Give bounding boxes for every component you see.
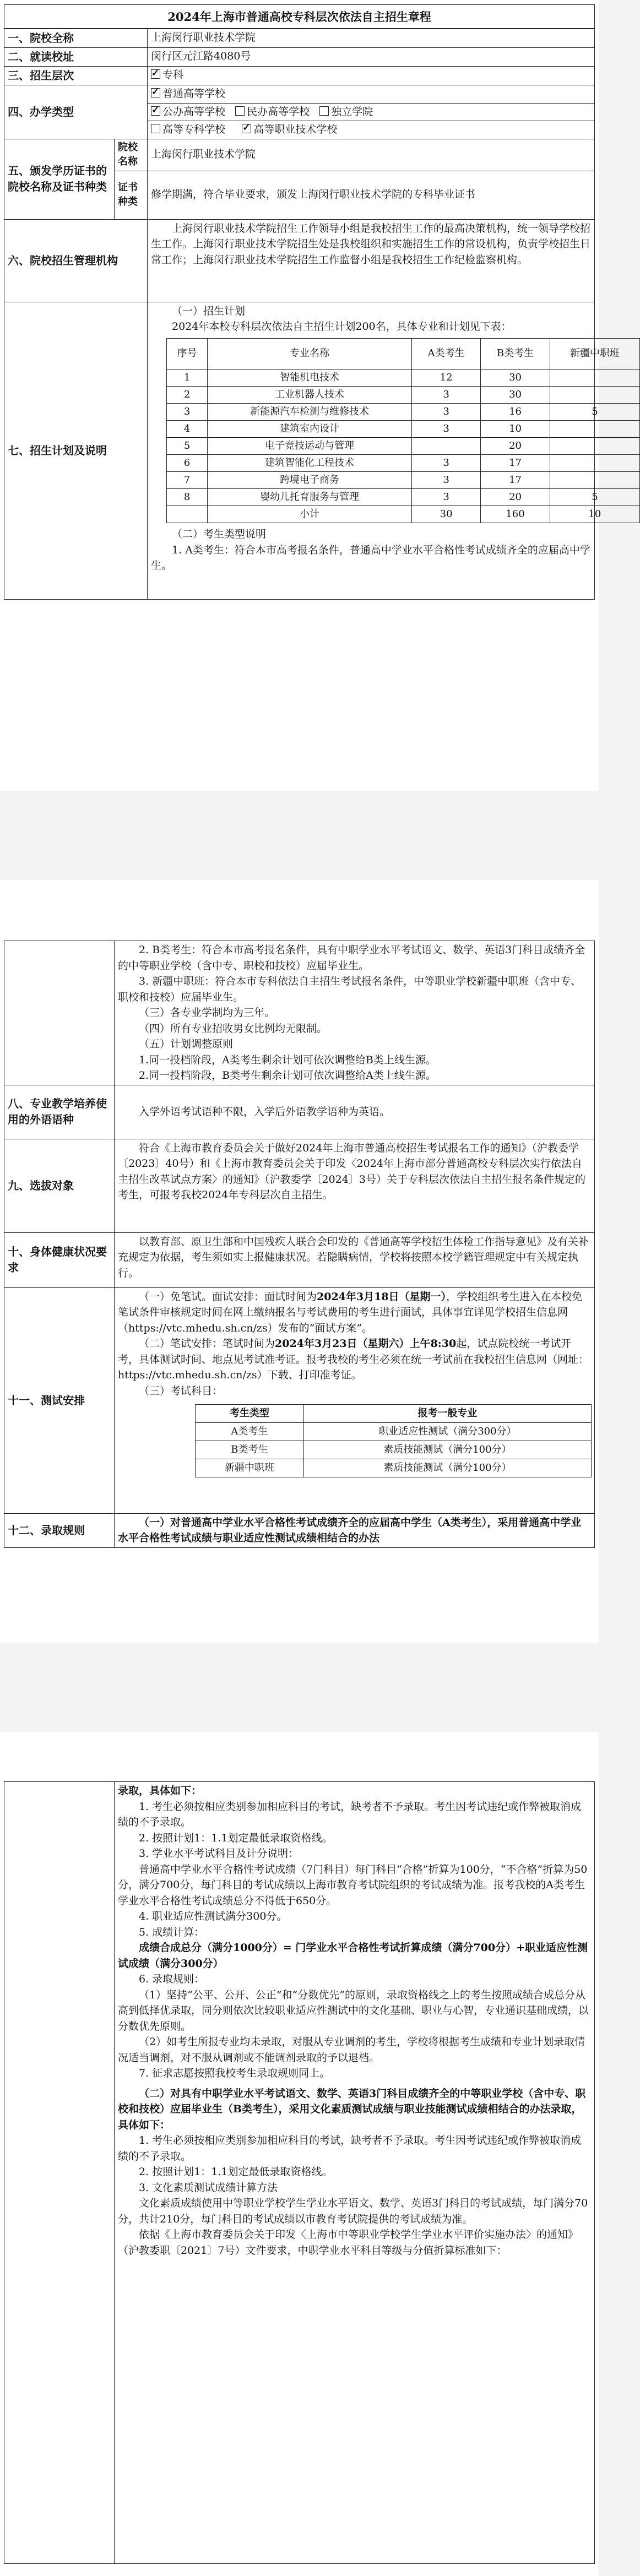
table-cell: 3	[411, 403, 480, 420]
paragraph: （1）坚持“公平、公开、公正”和“分数优先”的原则，录取资格线之上的考生按照成绩合成总分从高到低择优录取，同分则依次比较职业适应性测试中的文化基础、职业与心智，专业通识基础成绩，以分数优先原则。	[118, 1988, 589, 2032]
table-cell: 20	[481, 438, 550, 455]
school-type-option: 民办高等学校	[247, 105, 310, 118]
document-page-2	[0, 880, 599, 1643]
column-header: B类考生	[481, 338, 550, 369]
paragraph: 7. 征求志愿按照我校考生录取规则同上。	[139, 2067, 330, 2079]
table-row	[167, 403, 640, 420]
table-cell: 职业适应性测试（满分300分）	[303, 1423, 591, 1441]
table-cell: 新能源汽车检测与维修技术	[208, 403, 412, 420]
table-cell: 素质技能测试（满分100分）	[303, 1441, 591, 1459]
row-label: 七、招生计划及说明	[4, 302, 148, 599]
table-cell: 10	[550, 506, 639, 523]
admission-charter-table-cont2	[4, 1781, 595, 2564]
paragraph: 2024年本校专科层次依法自主招生计划200名，具体专业和计划见下表：	[172, 320, 512, 333]
checkbox-icon	[319, 106, 329, 116]
paragraph: 以教育部、原卫生部和中国残疾人联合会印发的《普通高等学校招生体检工作指导意见》及有关补充规定为依据，考生须如实上报健康状况。若隐瞒病情，学校将按照本校学籍管理规定中有关规定执行。	[118, 1235, 589, 1279]
enrollment-plan-table	[166, 338, 640, 524]
row-label: 四、办学类型	[4, 85, 148, 139]
table-cell: 3	[411, 489, 480, 506]
school-type-option: 独立学院	[331, 105, 373, 118]
paragraph: 3. 文化素质测试成绩计算方法	[139, 2181, 278, 2194]
table-cell: 3	[411, 472, 480, 489]
table-cell: 电子竞技运动与管理	[208, 438, 412, 455]
formula: 成绩合成总分（满分1000分）= 门学业水平合格性考试折算成绩（满分700分）+职业适应性测试成绩（满分300分）	[118, 1942, 588, 1970]
paragraph: 3. 新疆中职班：符合本市专科依法自主招生考试报名条件，中等职业学校新疆中职班（含中专、职校和技校）应届毕业生。	[118, 975, 582, 1003]
paragraph: （2）如考生所报专业均未录取，对服从专业调剂的考生，学校将根据考生成绩和专业计划录取情况适当调剂，对不服从调剂或不能调剂录取的予以退档。	[118, 2036, 585, 2064]
paragraph: 上海闵行职业技术学院招生工作领导小组是我校招生工作的最高决策机构，统一领导学校招生工作。上海闵行职业技术学院招生处是我校组织和实施招生工作的常设机构，负责学校招生日常工作；上海闵行职业技术学院招生工作监督小组是我校招生工作纪检监察机构。	[151, 222, 591, 266]
table-cell: 素质技能测试（满分100分）	[303, 1459, 591, 1477]
paragraph: 普通高中学业水平合格性考试成绩（7门科目）每门科目“合格”折算为100分，“不合格”折算为50分，满分700分，每门科目的考试成绩以上海市教育考试院组织的考试成绩为准。报考我校的A类考生学业水平合格性考试成绩总分不得低于650分。	[118, 1863, 588, 1907]
date-emphasis: 2024年3月23日（星期六）上午8:30	[275, 1338, 457, 1350]
paragraph: 3. 学业水平考试科目及计分说明：	[139, 1847, 299, 1860]
table-cell: 3	[411, 455, 480, 472]
paragraph: 1. 考生必须按相应类别参加相应科目的考试，缺考者不予录取。考生因考试违纪或作弊被取消成绩的不予录取。	[118, 1800, 582, 1828]
table-cell: 6	[167, 455, 208, 472]
admission-charter-table-cont	[4, 941, 595, 1548]
checked-checkbox-icon	[151, 69, 160, 79]
table-cell: 160	[481, 506, 550, 523]
checked-checkbox-icon	[151, 88, 160, 97]
column-header: 新疆中职班	[550, 338, 639, 369]
school-type-cell	[148, 85, 595, 139]
checked-checkbox-icon	[151, 106, 160, 116]
table-cell: 跨境电子商务	[208, 472, 412, 489]
school-type-option: 高等专科学校	[162, 123, 226, 136]
table-row	[196, 1423, 592, 1441]
table-cell: 30	[481, 386, 550, 403]
table-cell: 4	[167, 420, 208, 437]
table-cell: 3	[411, 386, 480, 403]
school-type-option: 普通高等学校	[162, 88, 226, 100]
table-cell: 17	[481, 472, 550, 489]
paragraph: （二）考生类型说明	[172, 528, 267, 541]
table-cell: A类考生	[196, 1423, 304, 1441]
paragraph: （一）对普通高中学业水平合格性考试成绩齐全的应届高中学生（A类考生），采用普通高中学业水平合格性考试成绩与职业适应性测试成绩相结合的办法	[118, 1516, 582, 1544]
text-span: （一）免笔试。面试安排：面试时间为	[139, 1290, 317, 1303]
paragraph: 5. 成绩计算：	[139, 1926, 205, 1938]
column-header: 考生类型	[196, 1405, 304, 1423]
exam-subjects-table	[195, 1404, 592, 1477]
paragraph: （四）所有专业招收男女比例均无限制。	[139, 1022, 328, 1035]
table-cell	[167, 506, 208, 523]
table-cell	[411, 438, 480, 455]
table-cell: 建筑智能化工程技术	[208, 455, 412, 472]
table-row	[167, 506, 640, 523]
school-type-option: 公办高等学校	[162, 105, 226, 118]
paragraph: 文化素质成绩使用中等职业学校学生学业水平语文、数学、英语3门科目的考试成绩，每门满分70分，共计210分，每门科目的考试成绩以市教育考试院提供的考试成绩为准。	[118, 2197, 588, 2225]
row-label: 二、就读校址	[4, 48, 148, 67]
paragraph: 2. B类考生：符合本市高考报名条件，具有中职学业水平考试语文、数学、英语3门科目成绩齐全的中等职业学校（含中专、职校和技校）应届毕业生。	[118, 944, 585, 972]
table-cell: 2	[167, 386, 208, 403]
table-row	[167, 489, 640, 506]
row-label: 九、选拔对象	[4, 1139, 115, 1232]
table-cell: 16	[481, 403, 550, 420]
table-row	[167, 472, 640, 489]
table-cell	[550, 455, 639, 472]
row-value: 上海闵行职业技术学院	[148, 139, 595, 171]
table-cell: 7	[167, 472, 208, 489]
row-value: 修学期满，符合毕业要求，颁发上海闵行职业技术学院的专科毕业证书	[148, 171, 595, 219]
document-page-3	[0, 1732, 599, 2576]
text-span: 起，试点院校统一考试开考，具体测试时间、地点见考试准考证。报考我校的考生必须在统一考试前在我校招生信息网（网址：https://vtc.mhedu.sh.cn/zs）下载、打印准考证。	[118, 1338, 589, 1381]
table-cell: 建筑室内设计	[208, 420, 412, 437]
table-cell	[550, 420, 639, 437]
paragraph: 2. 按照计划1：1.1划定最低录取资格线。	[139, 1832, 333, 1844]
admission-charter-table	[4, 29, 620, 600]
table-cell: 5	[550, 403, 639, 420]
paragraph: 录取，具体如下：	[118, 1785, 202, 1797]
table-cell: 30	[481, 369, 550, 386]
section-heading: （二）对具有中职学业水平考试语文、数学、英语3门科目成绩齐全的中等职业学校（含中专、职校和技校）应届毕业生（B类考生），采用文化素质测试成绩与职业技能测试成绩相结合的办法录取，具体如下：	[118, 2087, 586, 2131]
sub-label: 院校名称	[115, 139, 148, 171]
checked-checkbox-icon	[242, 124, 251, 133]
table-cell	[550, 386, 639, 403]
table-cell: 8	[167, 489, 208, 506]
table-cell: 10	[481, 420, 550, 437]
row-label: 十、身体健康状况要求	[4, 1232, 115, 1287]
table-cell	[550, 472, 639, 489]
table-row	[167, 438, 640, 455]
row-value: 闵行区元江路4080号	[148, 48, 595, 67]
checkbox-icon	[151, 124, 160, 133]
text-span: ，学校组织考生进入在本校免笔试条件审核规定时间在网上缴纳报名与考试费用的考生进行面试，具体事宜详见学校招生信息网（https://vtc.mhedu.sh.cn/zs）发布的“面试方案”。	[118, 1290, 583, 1334]
date-emphasis: 2024年3月18日（星期一）	[317, 1290, 447, 1303]
table-row	[167, 386, 640, 403]
table-cell: 1	[167, 369, 208, 386]
paragraph: 1. A类考生：符合本市高考报名条件，普通高中学业水平合格性考试成绩齐全的应届高中学生。	[151, 544, 590, 572]
paragraph: （三）考试科目：	[139, 1384, 223, 1397]
row-label: 五、颁发学历证书的院校名称及证书种类	[4, 139, 115, 219]
row-value: 上海闵行职业技术学院	[148, 29, 595, 48]
table-cell: 20	[481, 489, 550, 506]
table-cell: 小计	[208, 506, 412, 523]
paragraph: 4. 职业适应性测试满分300分。	[139, 1910, 288, 1922]
table-cell: 新疆中职班	[196, 1459, 304, 1477]
paragraph: 2. 按照计划1：1.1划定最低录取资格线。	[139, 2166, 333, 2178]
table-cell: 智能机电技术	[208, 369, 412, 386]
paragraph: （一）招生计划	[172, 305, 246, 317]
document-title: 2024年上海市普通高校专科层次依法自主招生章程	[4, 4, 595, 29]
row-label: 十二、录取规则	[4, 1513, 115, 1547]
paragraph: （三）各专业学制均为三年。	[139, 1007, 275, 1019]
row-value	[148, 67, 595, 85]
table-row	[167, 420, 640, 437]
document-page-1	[0, 0, 620, 791]
paragraph: 6. 录取规则：	[139, 1973, 205, 1985]
text-span: （二）笔试安排：笔试时间为	[139, 1338, 275, 1350]
table-cell: 5	[550, 489, 639, 506]
table-cell	[550, 369, 639, 386]
column-header: A类考生	[411, 338, 480, 369]
row-label: 八、专业教学培养使用的外语语种	[4, 1085, 115, 1139]
table-row	[196, 1459, 592, 1477]
row-label: 十一、测试安排	[4, 1287, 115, 1513]
table-cell: 12	[411, 369, 480, 386]
table-cell: B类考生	[196, 1441, 304, 1459]
table-cell: 5	[167, 438, 208, 455]
paragraph: 1. 考生必须按相应类别参加相应科目的考试，缺考者不予录取。考生因考试违纪或作弊被取消成绩的不予录取。	[118, 2134, 582, 2162]
table-cell	[550, 438, 639, 455]
column-header: 专业名称	[208, 338, 412, 369]
column-header: 序号	[167, 338, 208, 369]
paragraph: 2.同一投档阶段，B类考生剩余计划可依次调整给A类上线生源。	[139, 1069, 436, 1082]
row-label: 六、院校招生管理机构	[4, 219, 148, 302]
school-type-option: 高等职业技术学校	[253, 123, 338, 136]
table-cell: 3	[167, 403, 208, 420]
table-cell: 婴幼儿托育服务与管理	[208, 489, 412, 506]
row-value-text: 专科	[162, 69, 184, 81]
paragraph: （五）计划调整原则	[139, 1038, 234, 1050]
column-header: 报考一般专业	[303, 1405, 591, 1423]
table-row	[167, 369, 640, 386]
paragraph: 1.同一投档阶段，A类考生剩余计划可依次调整给B类上线生源。	[139, 1053, 436, 1066]
sub-label: 证书种类	[115, 171, 148, 219]
paragraph: 入学外语考试语种不限，入学后外语教学语种为英语。	[139, 1105, 390, 1118]
table-row	[196, 1441, 592, 1459]
paragraph	[118, 1336, 591, 1383]
table-row	[167, 455, 640, 472]
row-label: 三、招生层次	[4, 67, 148, 85]
paragraph	[118, 1289, 591, 1336]
paragraph: 依据《上海市教育委员会关于印发〈上海市中等职业学校学生学业水平评价实施办法〉的通知》（沪教委职〔2021〕7号）文件要求，中职学业水平科目等级与分值折算标准如下：	[118, 2229, 579, 2257]
table-cell: 30	[411, 506, 480, 523]
checkbox-icon	[235, 106, 245, 116]
table-cell: 3	[411, 420, 480, 437]
row-label: 一、院校全称	[4, 29, 148, 48]
paragraph: 符合《上海市教育委员会关于做好2024年上海市普通高校招生考试报名工作的通知》（沪教委学〔2023〕40号）和《上海市教育委员会关于印发〈2024年上海市部分普通高校专科层次实行依法自主招生改革试点方案〉的通知》（沪教委学〔2024〕3号）关于专科层次依法自主招生报名条件规定的考生，可报考我校2024年专科层次自主招生。	[118, 1142, 585, 1201]
table-cell: 工业机器人技术	[208, 386, 412, 403]
table-cell: 17	[481, 455, 550, 472]
